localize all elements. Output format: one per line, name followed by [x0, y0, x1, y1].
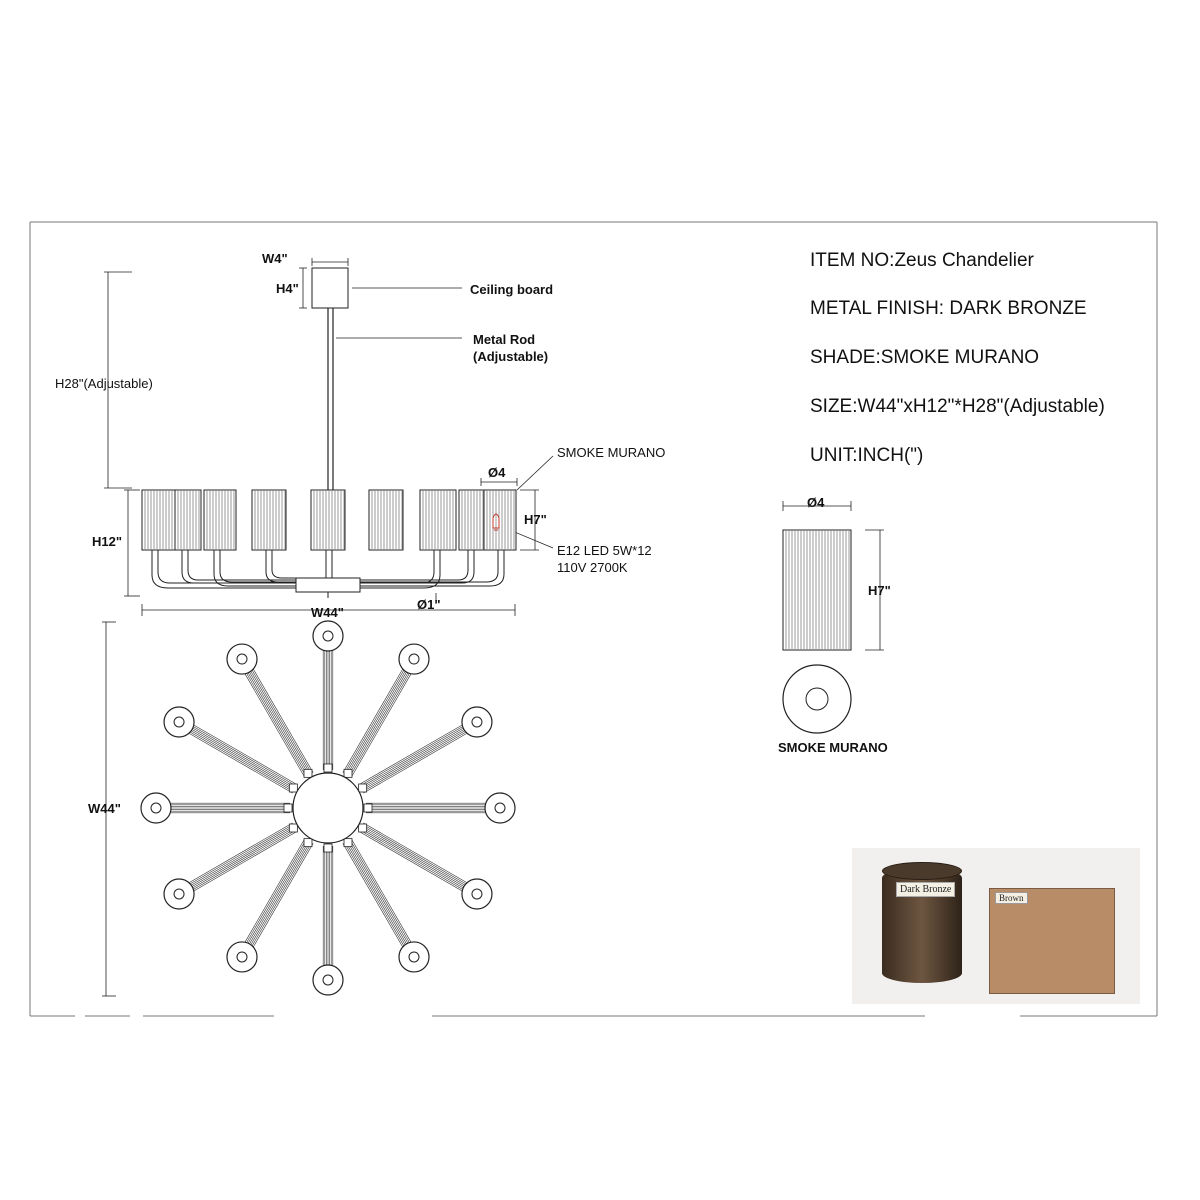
- top-width-label: W44": [88, 801, 121, 816]
- finish-sample-photo: [852, 848, 1140, 1004]
- detail-height-label: H7": [868, 583, 891, 598]
- metal-finish: METAL FINISH: DARK BRONZE: [810, 298, 1087, 319]
- shade-spec: SHADE:SMOKE MURANO: [810, 347, 1040, 368]
- side-shades: [142, 490, 516, 550]
- canopy-height-label: H4": [276, 281, 299, 296]
- side-hub: [296, 578, 360, 592]
- side-shade: [311, 490, 345, 550]
- detail-caption: SMOKE MURANO: [778, 740, 888, 755]
- side-shade: [142, 490, 178, 550]
- top-arm: [313, 621, 343, 772]
- detail-diameter-label: Ø4: [807, 495, 825, 510]
- shade-detail-ribs: [786, 531, 849, 649]
- dark-bronze-tag: Dark Bronze: [896, 882, 955, 897]
- overall-width-label: W44": [311, 605, 344, 620]
- ceiling-board-label: Ceiling board: [470, 282, 554, 297]
- canopy: [312, 268, 348, 308]
- unit-spec: UNIT:INCH("): [810, 445, 924, 466]
- body-height-label: H12": [92, 534, 123, 549]
- side-shade: [484, 490, 516, 550]
- side-shade: [369, 490, 403, 550]
- bulb-spec-label: E12 LED 5W*12: [557, 543, 652, 558]
- metal-rod-label: Metal Rod: [473, 332, 536, 347]
- side-shade: [204, 490, 236, 550]
- metal-rod-adjustable-label: (Adjustable): [473, 349, 549, 364]
- top-arm: [141, 793, 292, 823]
- dark-bronze-sample-top: [882, 862, 962, 880]
- item-number: ITEM NO:Zeus Chandelier: [810, 250, 1034, 271]
- size-spec: SIZE:W44"xH12"*H28"(Adjustable): [810, 396, 1105, 417]
- top-arm: [313, 844, 343, 995]
- side-view: [104, 258, 553, 616]
- canopy-width-label: W4": [262, 251, 288, 266]
- top-arm: [364, 793, 515, 823]
- shade-height-label: H7": [524, 512, 547, 527]
- shade-material-label: SMOKE MURANO: [557, 445, 666, 460]
- brown-glass-tag: Brown: [995, 892, 1028, 904]
- side-shade: [420, 490, 456, 550]
- side-shade: [252, 490, 286, 550]
- overall-height-label: H28"(Adjustable): [55, 376, 153, 391]
- voltage-spec-label: 110V 2700K: [557, 560, 628, 575]
- top-hub: [293, 773, 363, 843]
- arm-diameter-label: Ø1": [417, 597, 441, 612]
- shade-diameter-label: Ø4: [488, 465, 506, 480]
- side-shade: [175, 490, 201, 550]
